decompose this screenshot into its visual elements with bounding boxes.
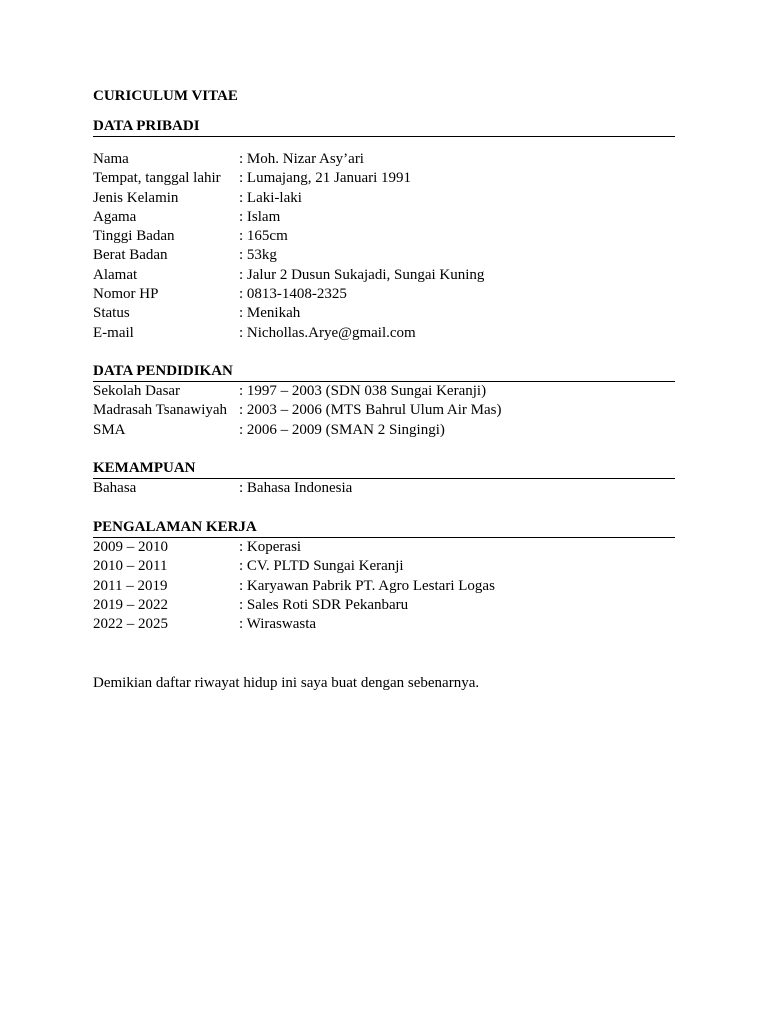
field-separator: : <box>239 597 247 614</box>
field-separator: : <box>239 577 247 594</box>
field-value-text: 53kg <box>246 247 277 264</box>
experience-value <box>239 577 675 596</box>
experience-employer: Sales Roti SDR Pekanbaru <box>246 597 409 614</box>
experience-value <box>239 538 675 557</box>
closing-statement: Demikian daftar riwayat hidup ini saya buat dengan sebenarnya. <box>93 674 480 691</box>
field-separator: : <box>239 421 247 438</box>
field-separator: : <box>239 324 247 341</box>
field-label: Agama <box>93 208 137 225</box>
field-value-text: Bahasa Indonesia <box>246 479 353 496</box>
field-separator: : <box>239 402 247 419</box>
cv-document <box>93 87 675 693</box>
section-heading-data-pendidikan: DATA PENDIDIKAN <box>93 362 675 382</box>
experience-row <box>93 557 675 576</box>
field-separator: : <box>239 228 247 245</box>
experience-period: 2010 – 2011 <box>93 558 168 575</box>
field-value-text: Jalur 2 Dusun Sukajadi, Sungai Kuning <box>246 266 485 283</box>
field-value <box>239 169 675 188</box>
experience-row <box>93 615 675 634</box>
data-pendidikan-list <box>93 382 675 440</box>
field-value <box>239 266 675 285</box>
field-value <box>239 421 675 440</box>
experience-period: 2011 – 2019 <box>93 577 168 594</box>
field-value <box>239 479 675 498</box>
experience-employer: CV. PLTD Sungai Keranji <box>246 558 404 575</box>
field-value <box>239 227 675 246</box>
field-value <box>239 382 675 401</box>
field-value-text: 1997 – 2003 (SDN 038 Sungai Keranji) <box>246 382 487 399</box>
experience-row <box>93 577 675 596</box>
field-label: Berat Badan <box>93 247 168 264</box>
field-row-nomor-hp <box>93 285 675 304</box>
pengalaman-kerja-list <box>93 538 675 634</box>
field-row-status <box>93 304 675 323</box>
field-separator: : <box>239 189 247 206</box>
field-value <box>239 189 675 208</box>
field-value-text: 2003 – 2006 (MTS Bahrul Ulum Air Mas) <box>246 402 502 419</box>
field-value-text: 165cm <box>246 228 288 245</box>
field-label: Tempat, tanggal lahir <box>93 170 221 187</box>
education-row-sekolah-dasar <box>93 382 675 401</box>
education-row-sma <box>93 421 675 440</box>
section-heading-pengalaman-kerja: PENGALAMAN KERJA <box>93 518 675 538</box>
section-data-pendidikan <box>93 362 675 440</box>
experience-row <box>93 538 675 557</box>
section-pengalaman-kerja <box>93 518 675 634</box>
data-pribadi-list <box>93 150 675 343</box>
experience-period: 2009 – 2010 <box>93 539 168 556</box>
field-separator: : <box>239 539 247 556</box>
field-value <box>239 150 675 169</box>
kemampuan-list <box>93 479 675 498</box>
field-value-text: Laki-laki <box>246 189 302 206</box>
field-value-text: Islam <box>246 208 281 225</box>
field-label: Madrasah Tsanawiyah <box>93 402 228 419</box>
field-label: Nama <box>93 151 129 167</box>
field-separator: : <box>239 616 247 633</box>
field-value <box>239 285 675 304</box>
field-row-agama <box>93 208 675 227</box>
field-separator: : <box>239 151 247 167</box>
field-separator: : <box>239 286 247 303</box>
field-separator: : <box>239 266 247 283</box>
field-separator: : <box>239 479 247 496</box>
field-value <box>239 208 675 227</box>
field-label: E-mail <box>93 324 134 341</box>
experience-value <box>239 615 675 634</box>
field-separator: : <box>239 305 247 322</box>
field-separator: : <box>239 247 247 264</box>
field-value <box>239 246 675 265</box>
section-data-pribadi <box>93 117 675 343</box>
field-label: Alamat <box>93 266 138 283</box>
experience-employer: Karyawan Pabrik PT. Agro Lestari Logas <box>246 577 495 594</box>
field-value-text: 0813-1408-2325 <box>246 286 347 303</box>
section-heading-kemampuan: KEMAMPUAN <box>93 459 675 479</box>
field-label: Sekolah Dasar <box>93 382 181 399</box>
field-separator: : <box>239 382 247 399</box>
field-row-jenis-kelamin <box>93 189 675 208</box>
field-row-alamat <box>93 266 675 285</box>
section-kemampuan <box>93 459 675 498</box>
field-row-tempat-tanggal-lahir <box>93 169 675 188</box>
experience-row <box>93 596 675 615</box>
experience-value <box>239 557 675 576</box>
field-value <box>239 304 675 323</box>
field-value-text: Moh. Nizar Asy’ari <box>246 151 364 167</box>
field-separator: : <box>239 170 247 187</box>
field-value-text: 2006 – 2009 (SMAN 2 Singingi) <box>246 421 445 438</box>
field-label: Status <box>93 305 130 322</box>
field-label: Jenis Kelamin <box>93 189 179 206</box>
field-row-berat-badan <box>93 246 675 265</box>
field-label: SMA <box>93 421 126 438</box>
section-heading-data-pribadi: DATA PRIBADI <box>93 117 675 137</box>
field-label: Bahasa <box>93 479 137 496</box>
field-value-text: Nichollas.Arye@gmail.com <box>246 324 416 341</box>
field-value <box>239 324 675 343</box>
field-value <box>239 401 675 420</box>
field-row-email <box>93 324 675 343</box>
experience-value <box>239 596 675 615</box>
experience-employer: Wiraswasta <box>246 616 317 633</box>
document-title: CURICULUM VITAE <box>93 88 238 104</box>
experience-period: 2022 – 2025 <box>93 616 168 633</box>
field-value-text: Lumajang, 21 Januari 1991 <box>246 170 412 187</box>
field-label: Tinggi Badan <box>93 228 175 245</box>
field-separator: : <box>239 208 247 225</box>
field-row-tinggi-badan <box>93 227 675 246</box>
field-label: Nomor HP <box>93 286 159 303</box>
field-separator: : <box>239 558 247 575</box>
experience-employer: Koperasi <box>246 539 302 556</box>
education-row-madrasah-tsanawiyah <box>93 401 675 420</box>
field-value-text: Menikah <box>246 305 301 322</box>
field-row-nama <box>93 150 675 169</box>
experience-period: 2019 – 2022 <box>93 597 168 614</box>
skill-row-bahasa <box>93 479 675 498</box>
